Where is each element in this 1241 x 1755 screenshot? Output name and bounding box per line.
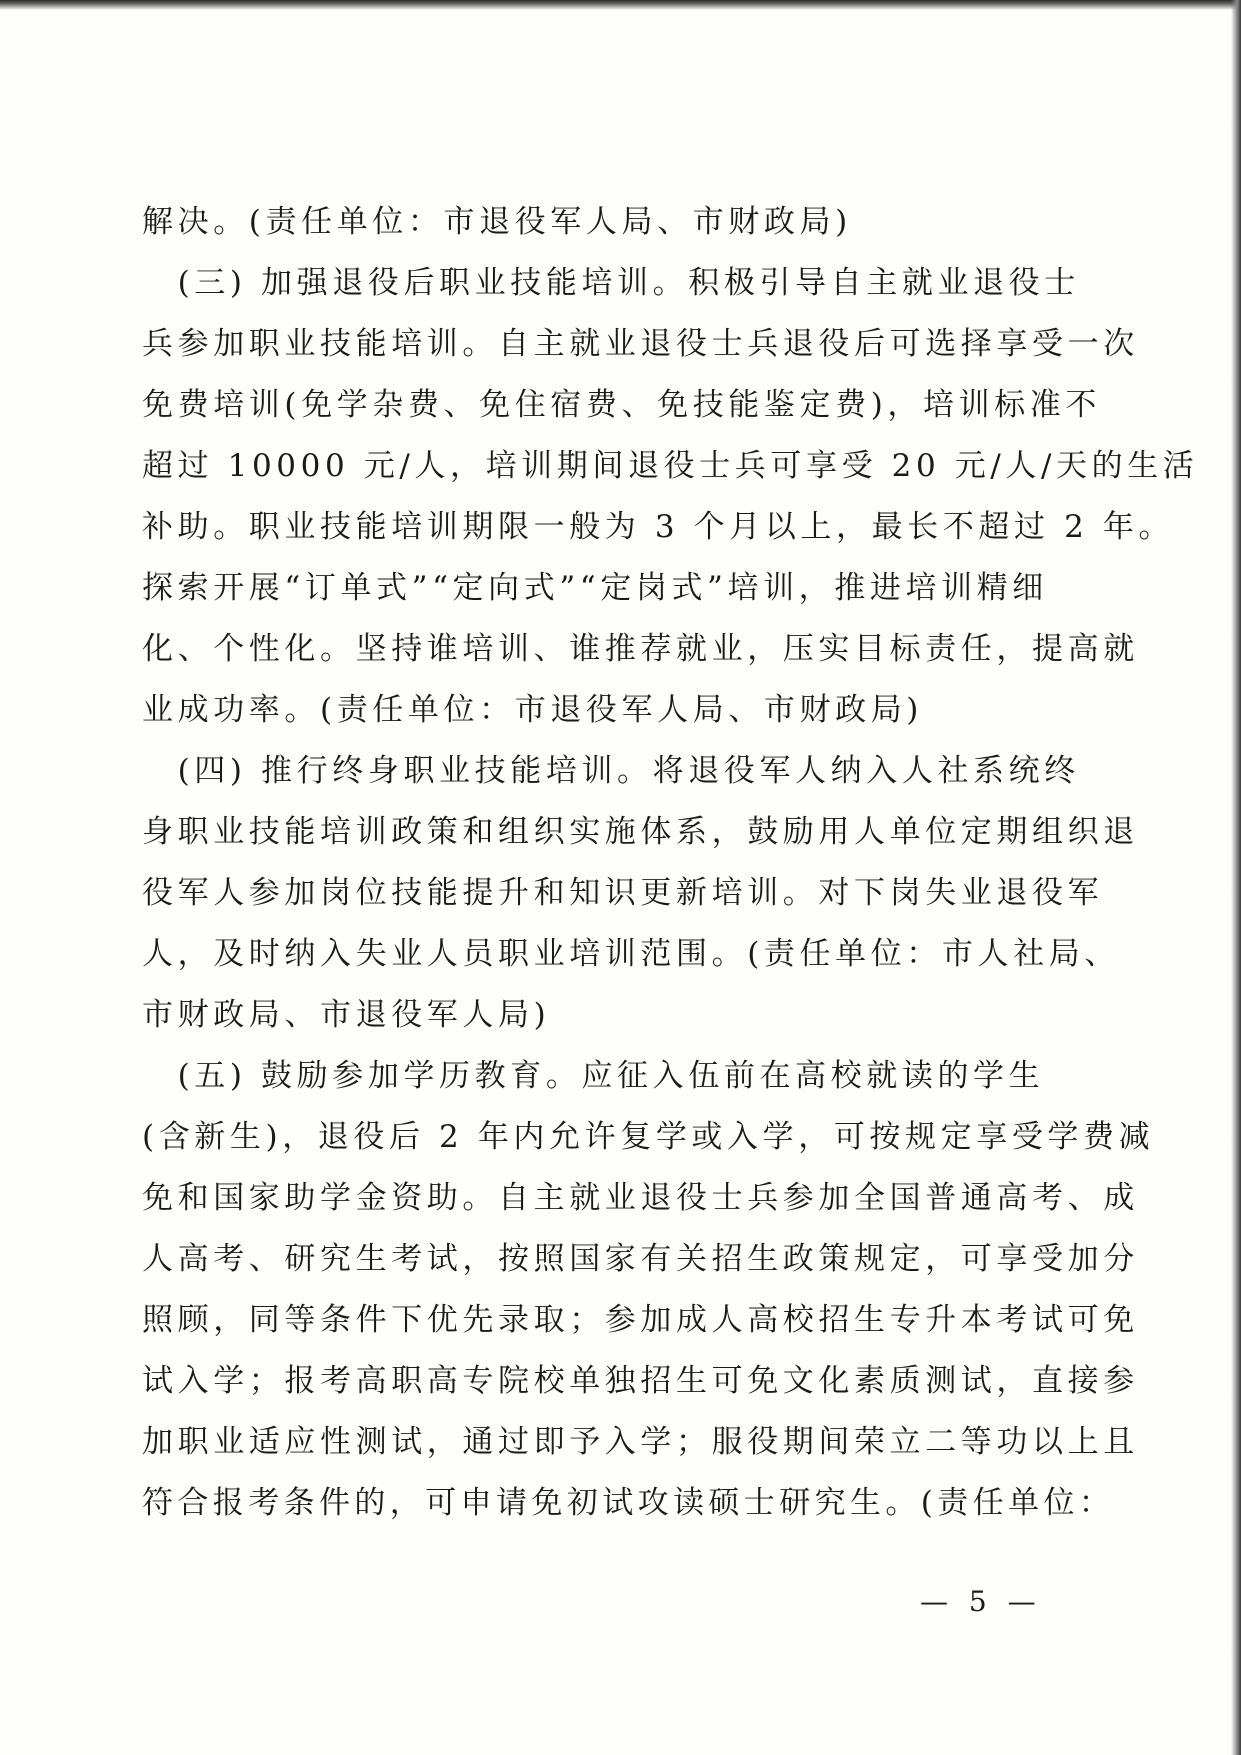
text-line: 补助。职业技能培训期限一般为 3 个月以上，最长不超过 2 年。 bbox=[142, 509, 1175, 545]
text-line: 役军人参加岗位技能提升和知识更新培训。对下岗失业退役军 bbox=[142, 875, 1104, 911]
text-line: 人高考、研究生考试，按照国家有关招生政策规定，可享受加分 bbox=[142, 1241, 1139, 1277]
text-line: 兵参加职业技能培训。自主就业退役士兵退役后可选择享受一次 bbox=[142, 326, 1139, 362]
text-line: 探索开展“订单式”“定向式”“定岗式”培训，推进培训精细 bbox=[142, 570, 1048, 606]
text-line: 解决。(责任单位：市退役军人局、市财政局) bbox=[142, 204, 852, 240]
text-line: 免费培训(免学杂费、免住宿费、免技能鉴定费)，培训标准不 bbox=[142, 387, 1101, 423]
text-line: (五) 鼓励参加学历教育。应征入伍前在高校就读的学生 bbox=[142, 1058, 1045, 1094]
text-line: 照顾，同等条件下优先录取；参加成人高校招生专升本考试可免 bbox=[142, 1302, 1139, 1338]
page-number: — 5 — bbox=[920, 1585, 1042, 1618]
scan-shadow-right bbox=[1231, 0, 1241, 1755]
text-line: 业成功率。(责任单位：市退役军人局、市财政局) bbox=[142, 692, 923, 728]
text-line: (含新生)，退役后 2 年内允许复学或入学，可按规定享受学费减 bbox=[142, 1119, 1155, 1155]
text-line: 人，及时纳入失业人员职业培训范围。(责任单位：市人社局、 bbox=[142, 936, 1120, 972]
text-line: (四) 推行终身职业技能培训。将退役军人纳入人社系统终 bbox=[142, 753, 1080, 789]
scan-shadow-top bbox=[0, 0, 1241, 10]
text-line: 符合报考条件的，可申请免初试攻读硕士研究生。(责任单位： bbox=[142, 1485, 1115, 1521]
text-line: 试入学；报考高职高专院校单独招生可免文化素质测试，直接参 bbox=[142, 1363, 1139, 1399]
text-line: 超过 10000 元/人，培训期间退役士兵可享受 20 元/人/天的生活 bbox=[142, 448, 1199, 484]
text-line: 化、个性化。坚持谁培训、谁推荐就业，压实目标责任，提高就 bbox=[142, 631, 1139, 667]
text-line: 免和国家助学金资助。自主就业退役士兵参加全国普通高考、成 bbox=[142, 1180, 1139, 1216]
text-line: 身职业技能培训政策和组织实施体系，鼓励用人单位定期组织退 bbox=[142, 814, 1139, 850]
text-line: 市财政局、市退役军人局) bbox=[142, 997, 551, 1033]
text-line: 加职业适应性测试，通过即予入学；服役期间荣立二等功以上且 bbox=[142, 1424, 1139, 1460]
text-line: (三) 加强退役后职业技能培训。积极引导自主就业退役士 bbox=[142, 265, 1080, 301]
